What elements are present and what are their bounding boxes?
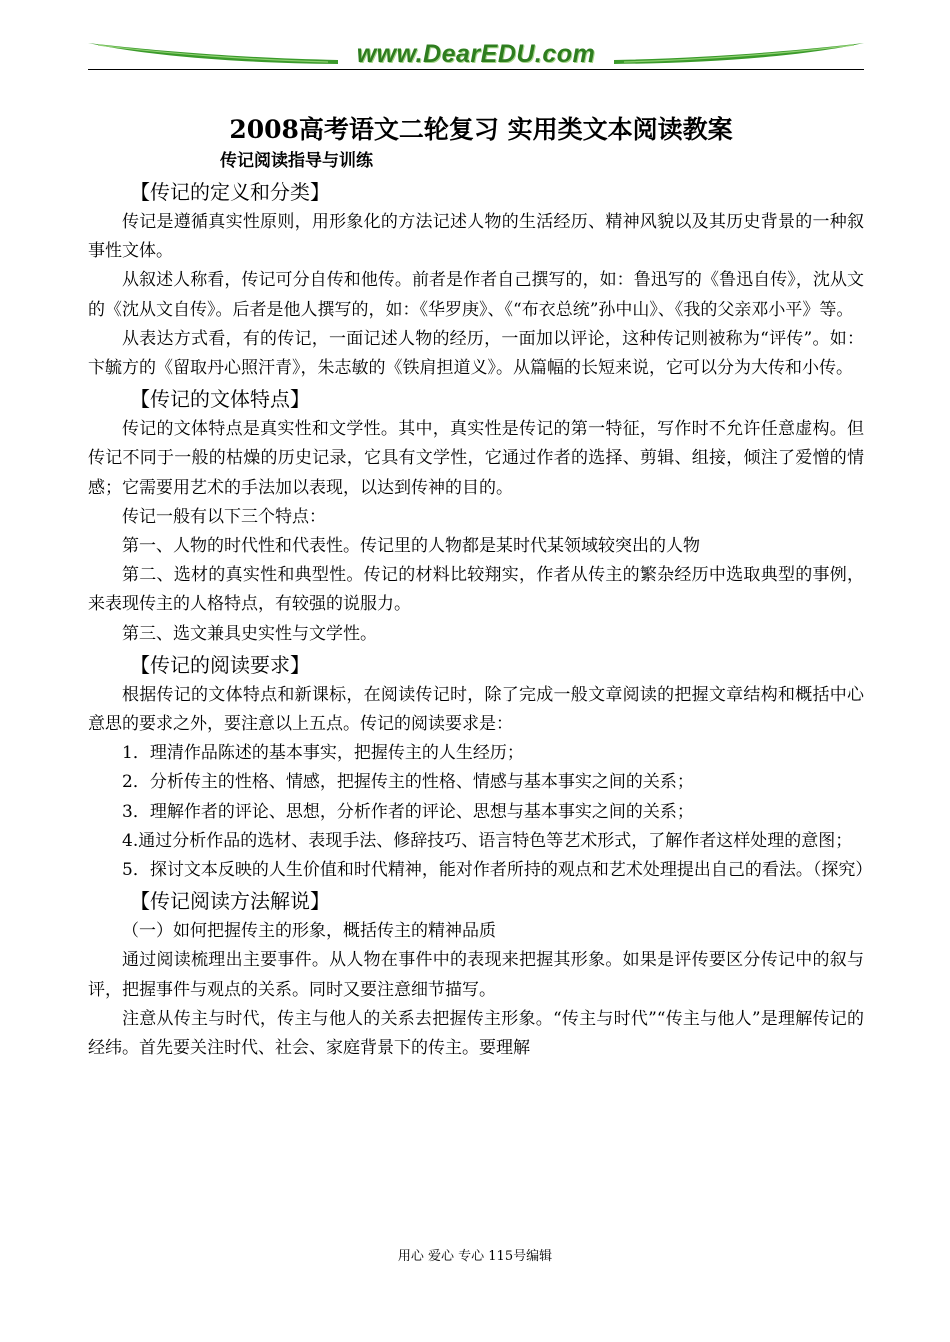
site-logo: www.DearEDU.com — [356, 40, 596, 68]
section-heading-requirements: 【传记的阅读要求】 — [130, 652, 310, 677]
page-footer: 用心 爱心 专心 115号编辑 — [397, 1249, 553, 1264]
list-item: 1．理清作品陈述的基本事实，把握传主的人生经历； — [122, 743, 524, 764]
document-subtitle: 传记阅读指导与训练 — [220, 151, 373, 171]
paragraph: 从表达方式看，有的传记，一面记述人物的经历，一面加以评论，这种传记则被称为“评传”。如：卞毓方的《留取丹心照汗青》，朱志敏的《铁肩担道义》。从篇幅的长短来说，它可以分为大传和小传。 — [88, 328, 864, 379]
document-body — [88, 112, 873, 1063]
header-divider — [88, 69, 864, 70]
paragraph: 传记的文体特点是真实性和文学性。其中，真实性是传记的第一特征，写作时不允许任意虚构。但传记不同于一般的枯燥的历史记录，它具有文学性，它通过作者的选择、剪辑、组接，倾注了爱憎的情感；它需要用艺术的手法加以表现，以达到传神的目的。 — [88, 419, 864, 498]
paragraph: 第二、选材的真实性和典型性。传记的材料比较翔实，作者从传主的繁杂经历中选取典型的事例，来表现传主的人格特点，有较强的说服力。 — [88, 565, 864, 615]
list-item: 5．探讨文本反映的人生价值和时代精神，能对作者所持的观点和艺术处理提出自己的看法。（探究） — [122, 860, 873, 881]
list-item: 3．理解作者的评论、思想，分析作者的评论、思想与基本事实之间的关系； — [122, 801, 694, 822]
paragraph: 从叙述人称看，传记可分自传和他传。前者是作者自己撰写的，如：鲁迅写的《鲁迅自传》，沈从文的《沈从文自传》。后者是他人撰写的，如：《华罗庚》、《“布衣总统”孙中山》、《我的父亲邓小平》等。 — [88, 270, 864, 320]
list-item: 4.通过分析作品的选材、表现手法、修辞技巧、语言特色等艺术形式，了解作者这样处理的意图； — [122, 830, 853, 851]
paragraph: 通过阅读梳理出主要事件。从人物在事件中的表现来把握其形象。如果是评传要区分传记中的叙与评，把握事件与观点的关系。同时又要注意细节描写。 — [88, 950, 864, 1000]
section-heading-features: 【传记的文体特点】 — [130, 387, 310, 412]
section-heading-definition: 【传记的定义和分类】 — [130, 180, 330, 204]
section-heading-methods: 【传记阅读方法解说】 — [130, 889, 330, 914]
paragraph: 第一、人物的时代性和代表性。传记里的人物都是某时代某领域较突出的人物 — [122, 536, 700, 557]
paragraph: 注意从传主与时代，传主与他人的关系去把握传主形象。“传主与时代”“传主与他人”是理解传记的经纬。首先要关注时代、社会、家庭背景下的传主。要理解 — [88, 1008, 864, 1059]
paragraph: 传记是遵循真实性原则，用形象化的方法记述人物的生活经历、精神风貌以及其历史背景的一种叙事性文体。 — [88, 212, 864, 262]
paragraph: （一）如何把握传主的形象，概括传主的精神品质 — [122, 921, 496, 942]
list-item: 2．分析传主的性格、情感，把握传主的性格、情感与基本事实之间的关系； — [122, 772, 694, 793]
paragraph: 传记一般有以下三个特点： — [122, 506, 326, 527]
paragraph: 第三、选文兼具史实性与文学性。 — [122, 623, 377, 644]
paragraph: 根据传记的文体特点和新课标，在阅读传记时，除了完成一般文章阅读的把握文章结构和概括中心意思的要求之外，要注意以上五点。传记的阅读要求是： — [88, 684, 864, 735]
page-header — [88, 38, 864, 74]
document-title: 2008高考语文二轮复习 实用类文本阅读教案 — [229, 115, 733, 144]
